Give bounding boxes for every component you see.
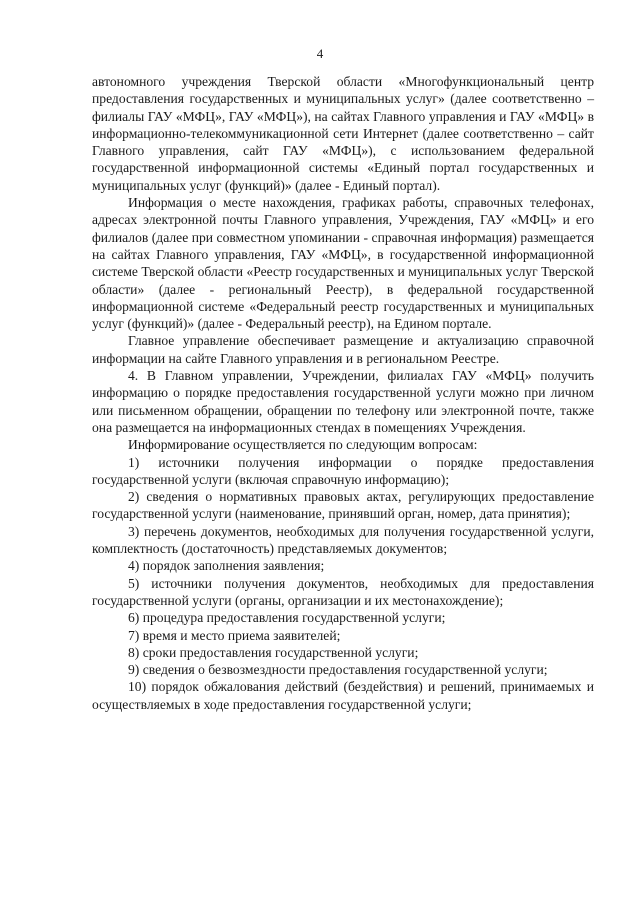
list-item: 8) сроки предоставления государственной услуги;	[128, 644, 419, 660]
document-body	[92, 73, 594, 713]
list-item: 4) порядок заполнения заявления;	[128, 558, 325, 574]
paragraph-reference-info: Информация о месте нахождения, графиках работы, справочных телефонах, адресах электронной почты Главного управления, Учреждения, ГАУ «МФЦ» и его филиалов (далее при совместном упоминании - справочная информация) размещается на сайтах Главного управления, ГАУ «МФЦ», в государственной информационной системе Тверской области «Реестр государственных и муниципальных услуг Тверской области» (далее - региональный Реестр), в федеральной государственной информационной системе «Федеральный реестр государственных и муниципальных услуг (функций)» (далее - Федеральный реестр), на Едином портале.	[92, 195, 594, 332]
page-number: 4	[316, 46, 324, 61]
list-item: 7) время и место приема заявителей;	[128, 627, 341, 643]
list-item: 5) источники получения документов, необходимых для предоставления государственной услуги (органы, организации и их местонахождение);	[92, 575, 594, 608]
list-item: 10) порядок обжалования действий (бездействия) и решений, принимаемых и осуществляемых в ходе предоставления государственной услуги;	[92, 679, 594, 712]
paragraph-continuation: автономного учреждения Тверской области «Многофункциональный центр предоставления государственных и муниципальных услуг» (далее соответственно – филиалы ГАУ «МФЦ», ГАУ «МФЦ»), на сайтах Главного управления и ГАУ «МФЦ» в информационно-телекоммуникационной сети Интернет (далее соответственно – сайт Главного управления, сайт ГАУ «МФЦ»), с использованием федеральной государственной информационной системы «Единый портал государственных и муниципальных услуг (функций)» (далее - Единый портал).	[92, 74, 594, 193]
paragraph-actualization: Главное управление обеспечивает размещение и актуализацию справочной информации на сайте Главного управления и в региональном Реестре.	[92, 333, 594, 366]
list-item: 2) сведения о нормативных правовых актах, регулирующих предоставление государственной услуги (наименование, принявший орган, номер, дата принятия);	[92, 489, 594, 522]
list-item: 3) перечень документов, необходимых для получения государственной услуги, комплектность (достаточность) представляемых документов;	[92, 523, 594, 557]
paragraph-item-4: 4. В Главном управлении, Учреждении, филиалах ГАУ «МФЦ» получить информацию о порядке предоставления государственной услуги можно при личном или письменном обращении, обращении по телефону или электронной почте, также она размещается на информационных стендах в помещениях Учреждения.	[92, 368, 594, 435]
list-item: 6) процедура предоставления государственной услуги;	[128, 610, 446, 626]
list-item: 1) источники получения информации о порядке предоставления государственной услуги (включая справочную информацию);	[92, 454, 594, 487]
list-item: 9) сведения о безвозмездности предоставления государственной услуги;	[128, 662, 548, 678]
paragraph-informing-intro: Информирование осуществляется по следующим вопросам:	[128, 437, 478, 453]
